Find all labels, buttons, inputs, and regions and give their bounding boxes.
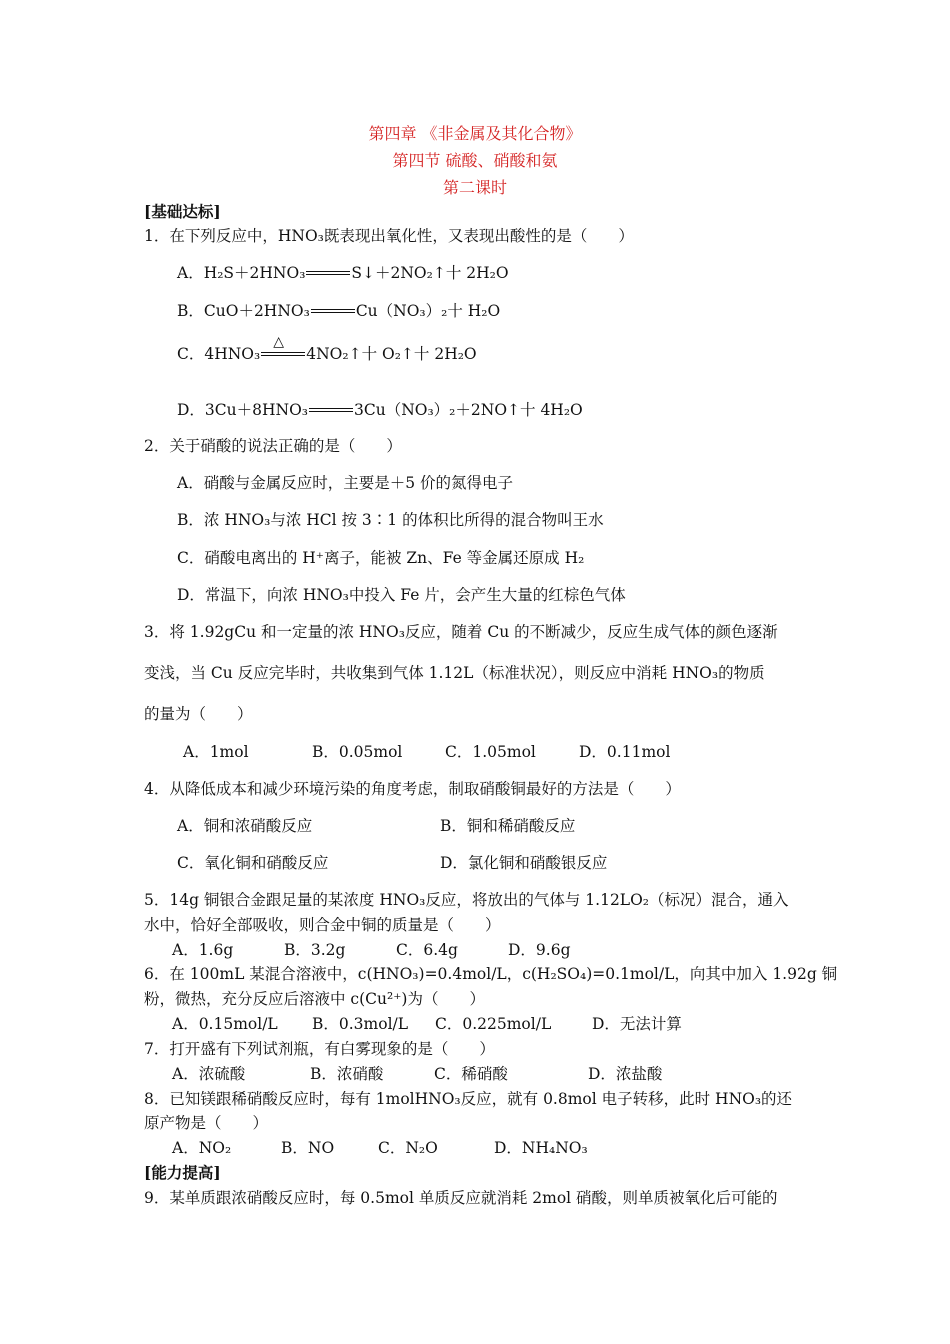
q6-option-b: B．0.3mol/L [312, 1015, 409, 1033]
q6-option-a: A．0.15mol/L [172, 1015, 278, 1033]
lesson-title: 第二课时 [442, 178, 507, 197]
q1-c-reactants: C．4HNO₃ [177, 345, 261, 363]
q2-option-a: A．硝酸与金属反应时，主要是＋5 价的氮得电子 [177, 474, 513, 492]
heat-symbol: △ [273, 334, 285, 350]
q4-option-d: D．氯化铜和硝酸银反应 [440, 854, 608, 872]
q1-c-products: 4NO₂↑十 O₂↑十 2H₂O [306, 345, 477, 363]
q4-option-b: B．铜和稀硝酸反应 [440, 817, 576, 835]
q8-option-a: A．NO₂ [172, 1139, 232, 1157]
q1-option-d [177, 400, 583, 420]
q1-d-products: 3Cu（NO₃）₂＋2NO↑十 4H₂O [354, 401, 583, 419]
q1-b-products: Cu（NO₃）₂十 H₂O [355, 302, 501, 320]
q7-stem: 7．打开盛有下列试剂瓶，有白雾现象的是（ ） [144, 1040, 495, 1058]
section-title: 第四节 硫酸、硝酸和氨 [392, 151, 558, 170]
q7-option-a: A．浓硫酸 [172, 1065, 246, 1083]
q3-option-b: B．0.05mol [312, 743, 403, 761]
q2-option-d: D．常温下，向浓 HNO₃中投入 Fe 片，会产生大量的红棕色气体 [177, 586, 626, 604]
q5-option-b: B．3.2g [284, 941, 346, 959]
q1-stem: 1．在下列反应中，HNO₃既表现出氧化性，又表现出酸性的是（ ） [144, 227, 634, 245]
q8-stem-line2: 原产物是（ ） [144, 1114, 269, 1132]
q7-option-b: B．浓硝酸 [310, 1065, 384, 1083]
q6-option-d: D．无法计算 [592, 1015, 682, 1033]
q5-option-c: C．6.4g [396, 941, 458, 959]
chapter-title: 第四章 《非金属及其化合物》 [368, 124, 582, 143]
q1-a-reactants: A．H₂S＋2HNO₃ [177, 264, 306, 282]
q9-stem-line1: 9．某单质跟浓硝酸反应时，每 0.5mol 单质反应就消耗 2mol 硝酸，则单质被氧化后可能的 [144, 1189, 778, 1207]
q6-stem-line2: 粉，微热，充分反应后溶液中 c(Cu²⁺)为（ ） [144, 990, 485, 1008]
section-basic-heading: [基础达标] [144, 202, 221, 221]
q1-b-reactants: B．CuO＋2HNO₃ [177, 302, 310, 320]
equals-sign [311, 309, 355, 315]
q8-stem-line1: 8．已知镁跟稀硝酸反应时，每有 1molHNO₃反应，就有 0.8mol 电子转移，此时 HNO₃的还 [144, 1090, 793, 1108]
q1-d-reactants: D．3Cu＋8HNO₃ [177, 401, 308, 419]
q5-option-a: A．1.6g [172, 941, 234, 959]
q2-stem: 2．关于硝酸的说法正确的是（ ） [144, 437, 402, 455]
q1-a-products: S↓＋2NO₂↑十 2H₂O [351, 264, 509, 282]
q5-option-d: D．9.6g [508, 941, 571, 959]
q4-stem: 4．从降低成本和减少环境污染的角度考虑，制取硝酸铜最好的方法是（ ） [144, 780, 681, 798]
q4-option-c: C．氧化铜和硝酸反应 [177, 854, 329, 872]
q5-stem-line1: 5．14g 铜银合金跟足量的某浓度 HNO₃反应，将放出的气体与 1.12LO₂（标况）混合，通入 [144, 891, 789, 909]
q3-option-c: C．1.05mol [445, 743, 536, 761]
q3-stem-line1: 3．将 1.92gCu 和一定量的浓 HNO₃反应，随着 Cu 的不断减少，反应生成气体的颜色逐渐 [144, 623, 778, 641]
q2-option-c: C．硝酸电离出的 H⁺离子，能被 Zn、Fe 等金属还原成 H₂ [177, 549, 585, 567]
q1-option-a [177, 263, 509, 283]
q1-option-b [177, 301, 500, 321]
q5-stem-line2: 水中，恰好全部吸收，则合金中铜的质量是（ ） [144, 916, 501, 934]
q3-stem-line3: 的量为（ ） [144, 705, 253, 723]
q3-option-d: D．0.11mol [579, 743, 671, 761]
q8-option-d: D．NH₄NO₃ [494, 1139, 588, 1157]
equals-sign-heated [261, 334, 305, 358]
q3-option-a: A．1mol [183, 743, 249, 761]
equals-sign [306, 271, 350, 277]
q2-option-b: B．浓 HNO₃与浓 HCl 按 3∶1 的体积比所得的混合物叫王水 [177, 511, 604, 529]
q8-option-b: B．NO [281, 1139, 335, 1157]
q4-option-a: A．铜和浓硝酸反应 [177, 817, 313, 835]
q7-option-d: D．浓盐酸 [588, 1065, 663, 1083]
q3-stem-line2: 变浅，当 Cu 反应完毕时，共收集到气体 1.12L（标准状况），则反应中消耗 HNO₃的物质 [144, 664, 765, 682]
q6-option-c: C．0.225mol/L [435, 1015, 552, 1033]
section-advanced-heading: [能力提高] [144, 1163, 221, 1182]
q1-option-c [177, 334, 477, 364]
q6-stem-line1: 6．在 100mL 某混合溶液中，c(HNO₃)=0.4mol/L，c(H₂SO₄)=0.1mol/L，向其中加入 1.92g 铜 [144, 965, 838, 983]
q8-option-c: C．N₂O [378, 1139, 438, 1157]
equals-sign [309, 408, 353, 414]
q7-option-c: C．稀硝酸 [434, 1065, 508, 1083]
